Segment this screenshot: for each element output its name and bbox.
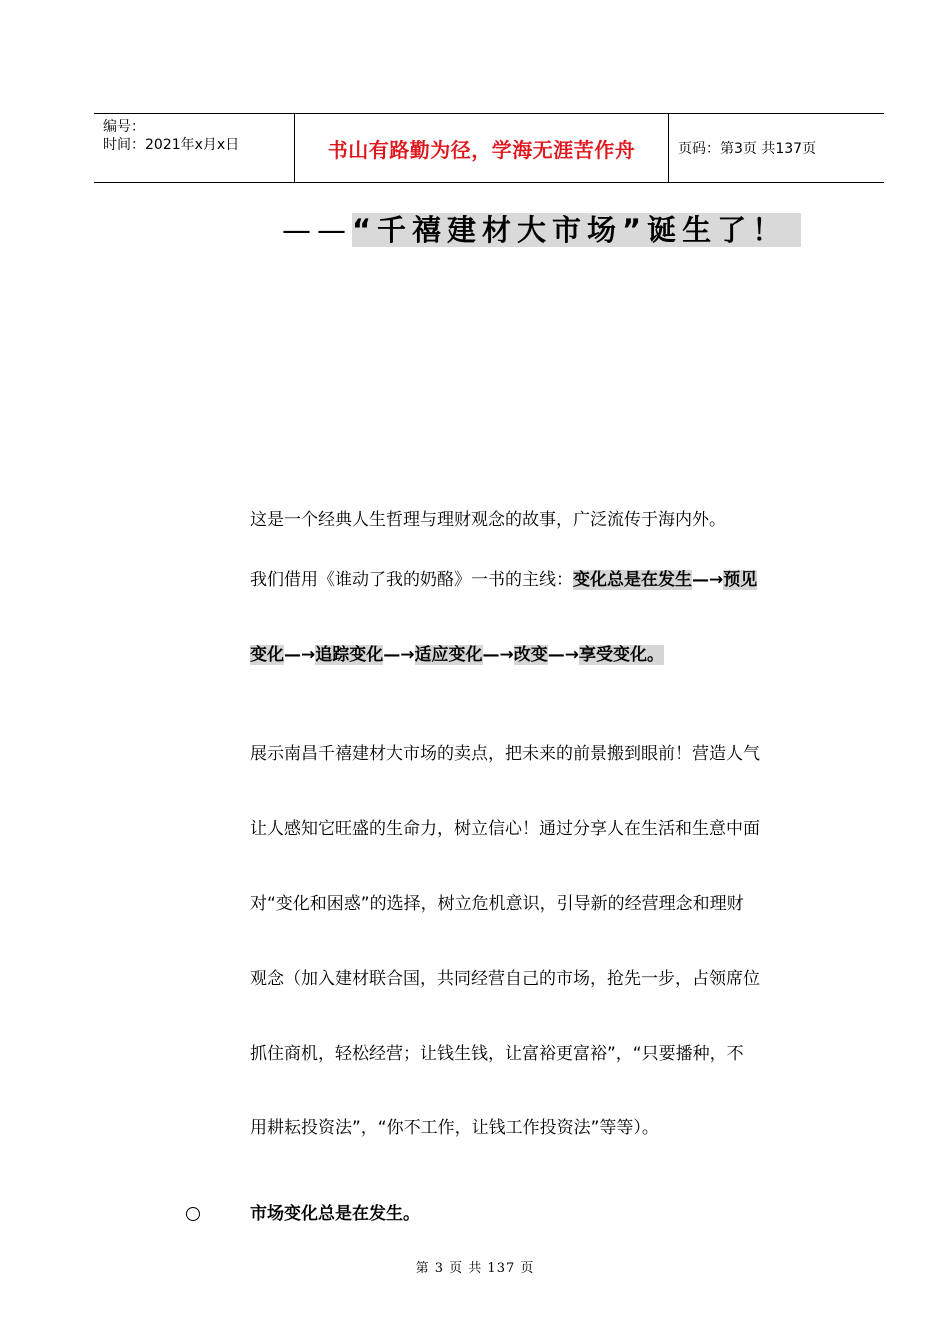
arrow-icon: —→ [547,645,579,665]
body-line: 让人感知它旺盛的生命力，树立信心！通过分享人在生活和生意中面 [250,819,760,839]
mainline-prefix: 我们借用《谁动了我的奶酪》一书的主线： [250,570,573,590]
mainline-step: 变化总是在发生 [573,570,692,590]
document-time-label: 时间：2021年x月x日 [103,137,240,153]
intro-paragraph: 这是一个经典人生哲理与理财观念的故事，广泛流传于海内外。 [250,510,726,530]
bullet-heading: 市场变化总是在发生。 [250,1204,420,1224]
header-table [94,113,884,183]
mainline-line-2 [250,643,830,667]
mainline-step: 变化 [250,645,284,665]
body-line: 对“变化和困惑”的选择，树立危机意识，引导新的经营理念和理财 [250,894,744,914]
header-page-cell [669,114,884,182]
title-dash: —— [282,213,352,247]
page-footer: 第 3 页 共 137 页 [415,1261,535,1276]
header-motto: 书山有路勤为径，学海无涯苦作舟 [327,137,636,162]
mainline-line-1 [250,568,830,592]
document-number-label: 编号： [103,119,145,135]
arrow-icon: —→ [482,645,514,665]
arrow-icon: —→ [692,570,724,590]
arrow-icon: —→ [284,645,316,665]
mainline-step: 适应变化 [414,645,483,665]
header-motto-cell [295,114,669,182]
body-line: 观念（加入建材联合国，共同经营自己的市场，抢先一步，占领席位 [250,969,760,989]
circle-bullet-icon [186,1207,200,1221]
mainline-step: 追踪变化 [315,645,384,665]
body-line: 抓住商机，轻松经营；让钱生钱，让富裕更富裕”，“只要播种，不 [250,1044,744,1064]
header-meta-cell [94,114,295,182]
body-line: 展示南昌千禧建材大市场的卖点，把未来的前景搬到眼前！营造人气 [250,744,760,764]
header-page-info: 页码：第3页 共137页 [678,141,817,157]
mainline-step: 享受变化。 [579,645,664,665]
page-title [282,209,801,251]
mainline-step: 预见 [723,570,758,590]
title-text: “千禧建材大市场”诞生了！ [352,213,801,247]
mainline-step: 改变 [513,645,548,665]
body-line: 用耕耘投资法”，“你不工作，让钱工作投资法”等等）。 [250,1118,659,1138]
arrow-icon: —→ [383,645,415,665]
